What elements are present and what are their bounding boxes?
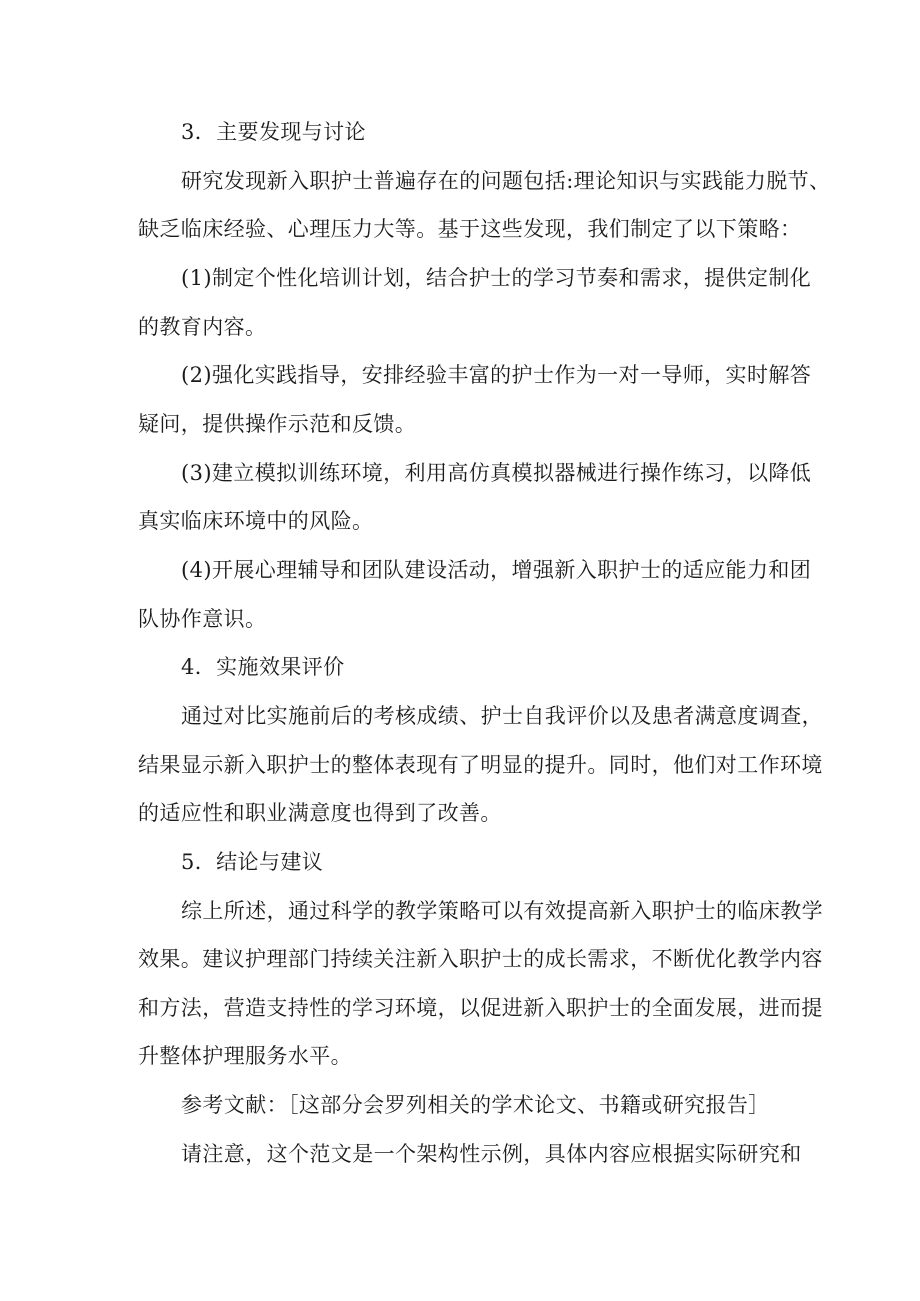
strategy-2-line: 疑问，提供操作示范和反馈。 xyxy=(138,412,417,436)
strategy-1-line: 的教育内容。 xyxy=(138,315,267,339)
strategy-3-line: 真实临床环境中的风险。 xyxy=(138,509,374,533)
strategy-1-line: (1)制定个性化培训计划，结合护士的学习节奏和需求，提供定制化 xyxy=(181,266,812,290)
strategy-4-line: 队协作意识。 xyxy=(138,607,267,631)
paragraph-line: 升整体护理服务水平。 xyxy=(138,1044,352,1068)
heading-5-conclusion: 5．结论与建议 xyxy=(181,850,324,874)
paragraph-line: 结果显示新入职护士的整体表现有了明显的提升。同时，他们对工作环境 xyxy=(138,753,823,777)
heading-3-findings: 3．主要发现与讨论 xyxy=(181,120,366,144)
references-line: 参考文献：［这部分会罗列相关的学术论文、书籍或研究报告］ xyxy=(181,1093,770,1117)
paragraph-line: 和方法，营造支持性的学习环境，以促进新入职护士的全面发展，进而提 xyxy=(138,996,823,1020)
note-line: 请注意，这个范文是一个架构性示例，具体内容应根据实际研究和 xyxy=(181,1142,802,1166)
paragraph-line: 综上所述，通过科学的教学策略可以有效提高新入职护士的临床教学 xyxy=(181,899,823,923)
strategy-2-line: (2)强化实践指导，安排经验丰富的护士作为一对一导师，实时解答 xyxy=(181,363,812,387)
strategy-4-line: (4)开展心理辅导和团队建设活动，增强新入职护士的适应能力和团 xyxy=(181,558,812,582)
strategy-3-line: (3)建立模拟训练环境，利用高仿真模拟器械进行操作练习，以降低 xyxy=(181,461,812,485)
heading-4-evaluation: 4．实施效果评价 xyxy=(181,655,345,679)
paragraph-line: 缺乏临床经验、心理压力大等。基于这些发现，我们制定了以下策略： xyxy=(138,217,802,241)
paragraph-line: 研究发现新入职护士普遍存在的问题包括:理论知识与实践能力脱节、 xyxy=(181,169,831,193)
paragraph-line: 效果。建议护理部门持续关注新入职护士的成长需求，不断优化教学内容 xyxy=(138,947,823,971)
paragraph-line: 的适应性和职业满意度也得到了改善。 xyxy=(138,801,502,825)
paragraph-line: 通过对比实施前后的考核成绩、护士自我评价以及患者满意度调查， xyxy=(181,704,823,728)
